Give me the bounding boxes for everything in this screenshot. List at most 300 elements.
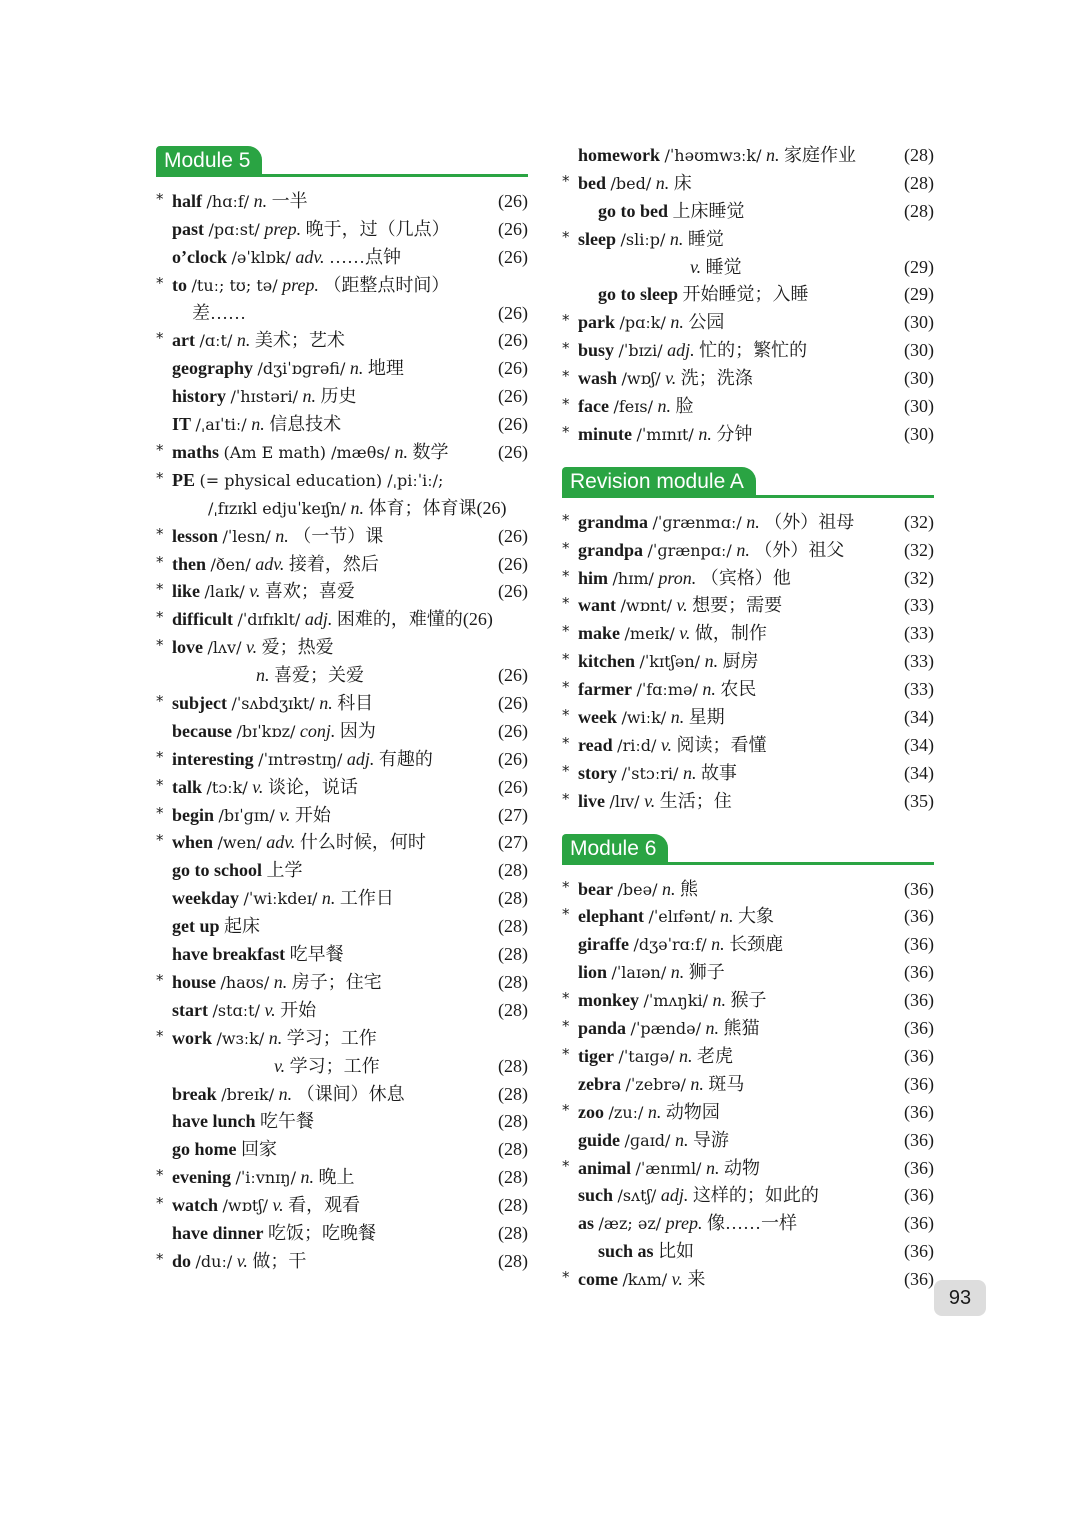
entry-text [578,565,934,593]
headword: like [172,581,201,602]
headword: guide [578,1129,621,1150]
part-of-speech: n. [705,1157,720,1178]
part-of-speech: n. [349,358,364,379]
glossary-entry [562,959,934,987]
pronunciation: /ˌfɪzɪkl edjuˈkeɪʃn/ [208,498,346,518]
page-reference: (26) [498,553,528,574]
heading-rule [562,495,934,498]
meaning: 晚上 [318,1167,355,1188]
headword: talk [172,776,203,797]
meaning: 看，观看 [288,1195,361,1216]
key-word-star-icon: * [562,761,570,780]
pronunciation: /pɑːk/ [619,313,666,333]
meaning: 喜欢；喜爱 [264,581,355,602]
key-word-star-icon: * [562,622,570,641]
entry-text [578,537,934,565]
glossary-entry [156,969,528,997]
part-of-speech: n. [268,1027,283,1048]
glossary-entry [156,1192,528,1220]
entry-text [598,198,934,226]
meaning: 地理 [367,358,404,379]
headword: tiger [578,1045,614,1066]
entry-text [172,1220,528,1248]
pronunciation: /ˈænɪml/ [635,1158,702,1178]
pronunciation: /stɑːt/ [212,1000,260,1020]
key-word-star-icon: * [156,273,164,292]
meaning: 学习；工作 [289,1055,380,1076]
headword: maths [172,442,220,463]
heading-rule [562,862,934,865]
glossary-entry [562,931,934,959]
headword: lesson [172,525,219,546]
part-of-speech: n. [350,497,364,518]
part-of-speech: conj. [299,720,336,741]
heading-rule [156,174,528,177]
meaning: 生活；住 [659,790,732,811]
glossary-entry [156,1081,528,1109]
part-of-speech: n. [321,888,336,909]
key-word-star-icon: * [562,877,570,896]
entry-text [578,704,934,732]
module5-continued-word-list [562,142,934,449]
meaning: 开始 [294,804,331,825]
part-of-speech: n. [657,396,671,417]
meaning: 故事 [700,762,737,783]
meaning: 斑马 [708,1073,745,1094]
key-word-star-icon: * [156,1194,164,1213]
meaning: 农民 [720,679,757,700]
meaning: 熊猫 [723,1018,760,1039]
meaning: 吃午餐 [260,1111,315,1132]
entry-text [172,383,528,411]
entry-text [172,913,528,941]
meaning: 爱；热爱 [261,637,334,658]
page-reference: (28) [498,1111,528,1132]
entry-text [578,509,934,537]
entry-text [172,439,528,467]
headword: work [172,1027,212,1048]
entry-text [578,648,934,676]
key-word-star-icon: * [562,789,570,808]
module6-word-list [562,876,934,1294]
glossary-entry [156,188,528,216]
entry-text [172,523,528,551]
headword: get up [172,916,220,937]
headword: lion [578,962,608,983]
page-reference: (36) [904,962,934,983]
meaning: 比如 [658,1241,695,1262]
entry-text [172,411,528,439]
glossary-entry [562,732,934,760]
meaning: 厨房 [722,651,759,672]
key-word-star-icon: * [562,171,570,190]
glossary-entry [156,244,528,272]
page-reference: (26) [498,246,528,267]
headword: grandpa [578,539,644,560]
page-reference: (30) [904,312,934,333]
page-reference: (28) [498,971,528,992]
page-reference: (28) [904,145,934,165]
meaning: （距整点时间） [323,274,450,295]
pronunciation: /sʌtʃ/ [617,1186,657,1206]
glossary-entry [156,1025,528,1053]
glossary-entry [156,774,528,802]
entry-text [578,337,934,365]
headword: as [578,1213,595,1234]
entry-text [578,987,934,1015]
glossary-entry [562,592,934,620]
part-of-speech: n. [702,679,716,700]
pronunciation: /lɪv/ [609,791,640,811]
part-of-speech: adv. [266,832,296,853]
part-of-speech: adj. [346,748,375,769]
glossary-entry [562,170,934,198]
glossary-entry [562,281,934,309]
meaning: （一节）课 [293,525,384,546]
page-reference: (36) [904,1018,934,1039]
meaning: 这样的；如此的 [692,1185,819,1206]
part-of-speech: v. [671,1269,683,1290]
glossary-entry [156,997,528,1025]
meaning: 大象 [738,906,775,927]
meaning: 开始 [280,999,317,1020]
meaning: 上学 [266,860,303,881]
headword: watch [172,1195,218,1216]
glossary-entry [156,606,528,634]
entry-text [274,1053,528,1081]
page-reference: (33) [904,679,934,700]
glossary-entry [562,903,934,931]
pronunciation: /ˈlesn/ [222,526,271,546]
headword: do [172,1250,192,1271]
meaning: 困难的，难懂的(26) [336,609,493,630]
pronunciation: /ˈtaɪɡə/ [618,1046,675,1066]
page-reference: (26) [498,525,528,546]
headword: break [172,1083,217,1104]
headword: geography [172,358,253,379]
entry-text [578,365,934,393]
part-of-speech: prep. [665,1213,703,1234]
key-word-star-icon: * [562,566,570,585]
glossary-entry [562,987,934,1015]
key-word-star-icon: * [562,678,570,697]
page-reference: (36) [904,1241,934,1262]
key-word-star-icon: * [562,650,570,669]
part-of-speech: n. [736,539,750,560]
part-of-speech: v. [249,581,261,602]
key-word-star-icon: * [562,733,570,752]
pronunciation: /ˈɪntrəstɪŋ/ [258,749,343,769]
glossary-entry [156,272,528,300]
part-of-speech: v. [245,637,258,658]
meaning: 老虎 [696,1045,733,1066]
headword: history [172,386,226,407]
headword: to [172,274,187,295]
entry-text [578,931,934,959]
meaning: 晚于，过（几点） [305,218,450,239]
glossary-entry [562,704,934,732]
meaning: 来 [687,1269,706,1290]
module6-heading [562,830,934,866]
page-reference: (28) [498,1167,528,1188]
headword: sleep [578,228,616,249]
part-of-speech: v. [665,368,677,389]
headword: kitchen [578,651,636,672]
meaning: 做；干 [252,1250,307,1271]
page-reference: (30) [904,423,934,444]
meaning: 动物园 [665,1101,720,1122]
headword: have lunch [172,1111,256,1132]
key-word-star-icon: * [156,1166,164,1185]
meaning: 猴子 [730,990,767,1011]
key-word-star-icon: * [562,538,570,557]
glossary-entry [562,198,934,226]
page-reference: (28) [498,1139,528,1160]
glossary-entry [156,1220,528,1248]
part-of-speech: v. [272,1195,284,1216]
glossary-entry [156,523,528,551]
pronunciation: /pɑːst/ [208,219,260,239]
page-reference: (36) [904,1045,934,1066]
entry-text [578,592,934,620]
pronunciation: /ˈiːvnɪŋ/ [235,1168,296,1188]
part-of-speech: n. [670,312,684,333]
key-word-star-icon: * [562,311,570,330]
part-of-speech: n. [670,707,685,728]
pronunciation: /breɪk/ [221,1084,275,1104]
entry-text [172,216,528,244]
entry-text [192,300,528,328]
key-word-star-icon: * [562,422,570,441]
key-word-star-icon: * [562,510,570,529]
key-word-star-icon: * [562,227,570,246]
headword: then [172,553,207,574]
page-reference: (28) [498,860,528,881]
key-word-star-icon: * [156,636,164,655]
entry-text [578,788,934,816]
glossary-entry [562,337,934,365]
meaning: 吃饭；吃晚餐 [268,1222,377,1243]
page-reference: (32) [904,539,934,560]
meaning: 学习；工作 [286,1027,377,1048]
part-of-speech: n. [302,386,316,407]
page-reference: (26) [498,302,528,323]
meaning: 洗；洗涤 [680,368,753,389]
revision-word-list [562,509,934,816]
pronunciation: /dʒiˈɒɡrəfi/ [257,359,346,379]
pronunciation: /ˈlaɪən/ [611,963,667,983]
glossary-entry [156,1108,528,1136]
glossary-entry [156,857,528,885]
meaning: 工作日 [339,888,394,909]
part-of-speech: n. [690,1073,704,1094]
pronunciation: /bɪˈɡɪn/ [218,805,275,825]
glossary-entry [156,355,528,383]
entry-text [172,467,528,495]
entry-text [578,876,934,904]
part-of-speech: v. [264,999,276,1020]
part-of-speech: adj. [667,340,695,361]
part-of-speech: n. [278,1083,293,1104]
entry-text [172,857,528,885]
meaning: 睡觉 [687,228,724,249]
headword: go to bed [598,200,669,221]
page-reference: (28) [498,1083,528,1104]
glossary-entry [156,1053,528,1081]
pronunciation: /sliːp/ [620,229,666,249]
key-word-star-icon: * [156,775,164,794]
pronunciation: /ˈdɪfɪklt/ [237,610,301,630]
meaning: 因为 [339,720,376,741]
headword: live [578,790,605,811]
entry-text [172,634,528,662]
pronunciation: /ˈmɪnɪt/ [636,424,694,444]
part-of-speech: n. [275,525,289,546]
entry-text [578,1127,934,1155]
headword: go home [172,1139,237,1160]
headword: have breakfast [172,944,286,965]
headword: difficult [172,609,233,630]
meaning: 差…… [192,302,246,323]
entry-text [172,272,528,300]
part-of-speech: n. [674,1129,689,1150]
entry-text [172,1248,528,1276]
pronunciation: /hɪm/ [612,568,654,588]
glossary-entry [156,941,528,969]
part-of-speech: n. [273,971,288,992]
pronunciation: /wɒnt/ [620,596,672,616]
entry-text [578,620,934,648]
glossary-entry [562,1238,934,1266]
revision-heading [562,463,934,499]
pronunciation: /kʌm/ [622,1270,668,1290]
entry-text [578,1043,934,1071]
glossary-entry [562,760,934,788]
glossary-entry [156,495,528,523]
meaning: 狮子 [688,962,725,983]
key-word-star-icon: * [562,1017,570,1036]
entry-text [578,732,934,760]
glossary-entry [156,383,528,411]
headword: interesting [172,748,254,769]
headword: farmer [578,679,632,700]
pronunciation: /ˈkɪtʃən/ [639,652,701,672]
entry-text [172,718,528,746]
pronunciation: /ˈɡrænmɑː/ [652,512,742,532]
part-of-speech: n. [746,511,760,532]
glossary-entry [562,1071,934,1099]
module5-word-list [156,188,528,1276]
entry-text [172,578,528,606]
key-word-star-icon: * [156,329,164,348]
meaning: 阅读；看懂 [676,734,767,755]
part-of-speech: n. [670,962,685,983]
part-of-speech: v. [644,790,656,811]
glossary-entry [156,634,528,662]
pronunciation: /ˈstɔːri/ [621,763,679,783]
meaning: 房子；住宅 [291,971,382,992]
page-reference: (36) [904,1269,934,1290]
part-of-speech: n. [251,414,265,435]
page-reference: (27) [498,832,528,853]
glossary-entry [562,648,934,676]
part-of-speech: n. [655,172,670,193]
meaning: 回家 [241,1139,277,1160]
entry-text [172,746,528,774]
headword: week [578,707,617,728]
headword: such [578,1185,614,1206]
pronunciation: /wɒʃ/ [621,369,661,389]
entry-text [172,327,528,355]
page-reference: (28) [498,1222,528,1243]
pronunciation: /lʌv/ [207,638,242,658]
entry-text [598,281,934,309]
glossary-entry [156,885,528,913]
meaning: 睡觉 [705,256,742,277]
key-word-star-icon: * [562,395,570,414]
meaning: 想要；需要 [692,595,783,616]
pronunciation: /dʒəˈrɑːf/ [633,935,707,955]
key-word-star-icon: * [156,692,164,711]
meaning: 科目 [337,693,374,714]
page-reference: (26) [498,442,528,463]
pronunciation: /ˈbɪzi/ [618,341,663,361]
headword: park [578,312,616,333]
pronunciation: /ɑːt/ [199,331,233,351]
glossary-entry [156,829,528,857]
headword: because [172,720,232,741]
page-reference: (28) [498,1195,528,1216]
entry-text [172,1136,528,1164]
page-reference: (26) [498,386,528,407]
revision-heading-label: Revision module A [562,467,756,497]
part-of-speech: adv. [295,246,325,267]
glossary-entry [562,226,934,254]
page-reference: (34) [904,734,934,755]
page-reference: (26) [498,414,528,435]
glossary-entry [562,509,934,537]
glossary-entry [562,254,934,282]
meaning: 忙的；繁忙的 [699,340,808,361]
page-reference: (34) [904,707,934,728]
glossary-entry [156,551,528,579]
glossary-entry [562,1210,934,1238]
headword: homework [578,145,660,165]
headword: when [172,832,214,853]
pronunciation: (= physical education) /ˌpiːˈiː/; [199,470,444,490]
headword: weekday [172,888,239,909]
page-reference: (27) [498,804,528,825]
pronunciation: /bed/ [610,173,652,193]
glossary-entry [156,913,528,941]
glossary-entry [562,1182,934,1210]
part-of-speech: adj. [304,609,333,630]
headword: make [578,623,620,644]
glossary-entry [562,1015,934,1043]
page-reference: (26) [498,693,528,714]
glossary-entry [562,620,934,648]
page-reference: (26) [498,776,528,797]
part-of-speech: pron. [658,567,697,588]
part-of-speech: prep. [264,218,302,239]
pronunciation: /wɒtʃ/ [222,1196,268,1216]
page-reference: (28) [904,172,934,193]
part-of-speech: n. [319,693,333,714]
glossary-entry [156,662,528,690]
glossary-entry [156,1136,528,1164]
pronunciation: /ˈhɪstəri/ [230,387,298,407]
pronunciation: /haʊs/ [220,972,270,992]
